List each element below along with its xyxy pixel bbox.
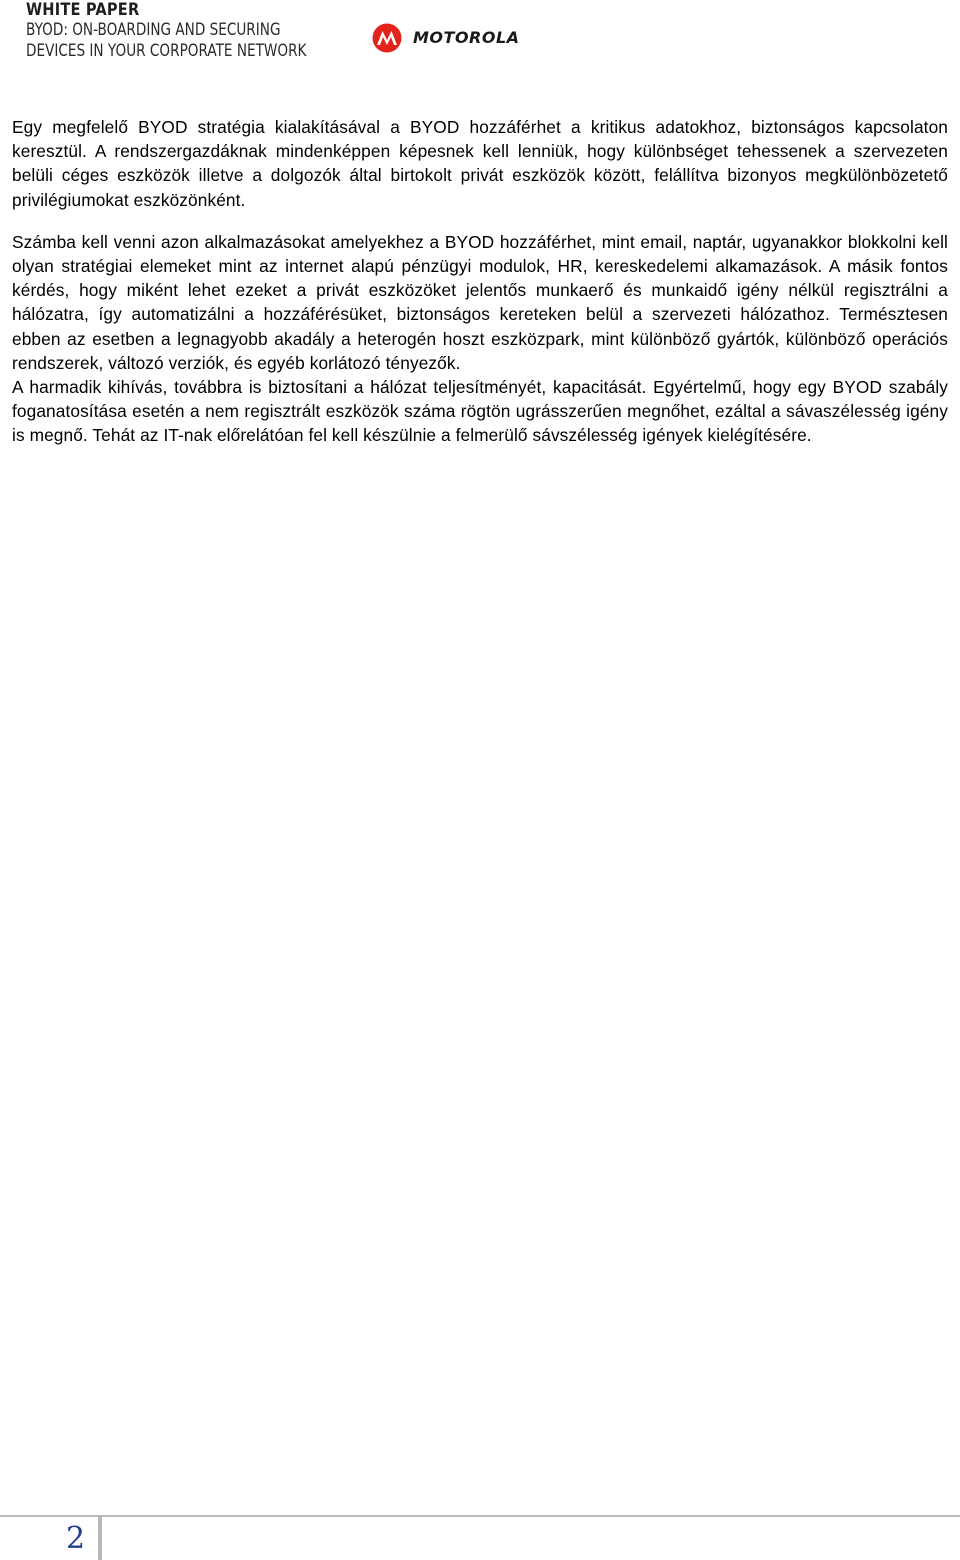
document-body	[12, 115, 948, 448]
header-subtitle-line-2: DEVICES IN YOUR CORPORATE NETWORK	[26, 41, 307, 61]
footer-separator	[98, 1517, 102, 1560]
header-title: WHITE PAPER	[26, 0, 140, 20]
paragraph-2: Számba kell venni azon alkalmazásokat amelyekhez a BYOD hozzáférhet, mint email, naptár, ugyanakkor blokkolni kell olyan stratégiai elemeket mint az internet alapú pénzügyi modulok, HR, kereskedelemi alkamazások. A másik fontos kérdés, hogy miként lehet ezeket a privát eszközöket jelentős munkaerő és munkaidő igény nélkül regisztrálni a hálózatra, így automatizálni a hozzáférésüket, biztonságos kereteken belül a szervezeti hálózathoz. Természtesen ebben az esetben a legnagyobb akadály a heterogén hoszt eszközpark, mint különböző gyártók, különböző operációs rendszerek, változó verziók, és egyéb korlátozó tényezők.	[12, 231, 948, 373]
paragraph-3: A harmadik kihívás, továbbra is biztosítani a hálózat teljesítményét, kapacitását. Egyértelmű, hogy egy BYOD szabály foganatosítása esetén a nem regisztrált eszközök száma rögtön ugrásszerűen megnőhet, ezáltal a sávaszélesség igény is megnő. Tehát az IT-nak előrelátóan fel kell készülnie a felmerülő sávszélesség igények kielégítésére.	[12, 377, 948, 446]
footer-rule	[0, 1515, 960, 1517]
motorola-batwing-icon	[372, 23, 402, 53]
document-header	[26, 0, 526, 68]
motorola-logo-text: MOTOROLA	[413, 28, 520, 47]
header-subtitle-line-1: BYOD: ON-BOARDING AND SECURING	[26, 20, 281, 40]
motorola-logo	[372, 23, 542, 55]
paragraph-1: Egy megfelelő BYOD stratégia kialakításával a BYOD hozzáférhet a kritikus adatokhoz, biztonságos kapcsolaton keresztül. A rendszergazdáknak mindenképpen képesnek kell lenniük, hogy különbséget tehessenek a szervezeten belüli céges eszközök illetve a dolgozók által birtokolt privát eszközök között, felállítva bizonyos megkülönbözetető privilégiumokat eszközönként.	[12, 117, 948, 210]
page-number: 2	[66, 1521, 86, 1556]
page-footer	[0, 1515, 960, 1560]
